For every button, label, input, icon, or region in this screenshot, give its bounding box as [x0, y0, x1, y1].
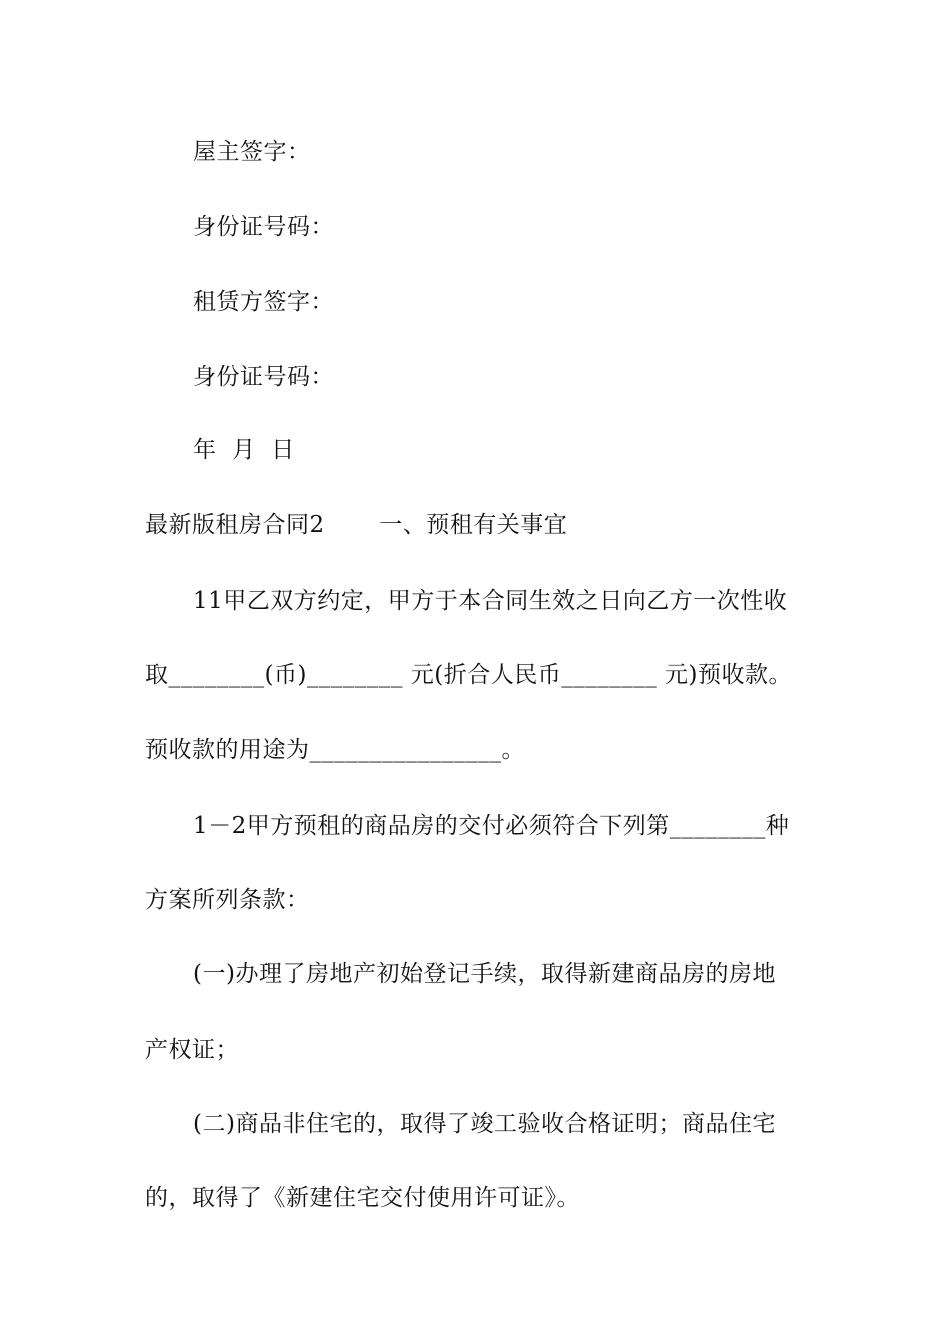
tenant-id-number-label: 身份证号码：	[193, 364, 334, 390]
paragraph-line: 取________(币)________ 元(折合人民币________ 元)预收款。	[145, 662, 793, 688]
paragraph-line: 方案所列条款：	[145, 887, 310, 913]
section-heading: 最新版租房合同2 一、预租有关事宜	[145, 512, 568, 538]
paragraph-line: 的，取得了《新建住宅交付使用许可证》。	[145, 1185, 580, 1211]
paragraph-line: (一)办理了房地产初始登记手续，取得新建商品房的房地	[193, 961, 776, 987]
owner-id-number-label: 身份证号码：	[193, 214, 334, 240]
paragraph-line: (二)商品非住宅的，取得了竣工验收合格证明；商品住宅	[193, 1111, 776, 1137]
paragraph-line: 11甲乙双方约定，甲方于本合同生效之日向乙方一次性收	[193, 588, 788, 614]
owner-signature-label: 屋主签字：	[193, 139, 311, 165]
paragraph-line: 预收款的用途为________________。	[145, 737, 525, 763]
date-line: 年 月 日	[193, 437, 295, 463]
tenant-signature-label: 租赁方签字：	[193, 289, 334, 315]
paragraph-line: 产权证；	[145, 1037, 239, 1063]
paragraph-line: 1－2甲方预租的商品房的交付必须符合下列第________种	[193, 813, 790, 839]
